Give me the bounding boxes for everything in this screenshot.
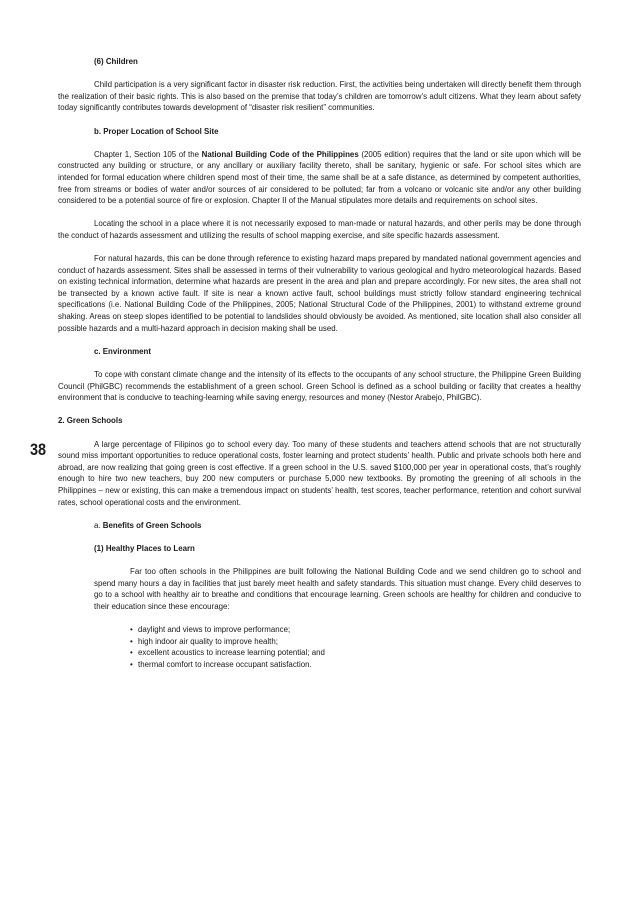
document-body [58, 56, 581, 670]
paragraph-children: Child participation is a very significant factor in disaster risk reduction. First, the activities being undertaken will directly benefit them through the realization of their basic rights. This is also based on the premise that today’s children are tomorrow’s adult citizens. What they learn about safety today significantly contributes towards development of “disaster risk resilient” communities. [58, 80, 581, 113]
list-item: • daylight and views to improve performance; [130, 624, 581, 636]
paragraph-green-schools: A large percentage of Filipinos go to school every day. Too many of these students and teachers attend schools that are not structurally sound miss important opportunities to reduce operational costs, foster learning and protect students’ health. Public and private schools both here and abroad, are now realizing that going green is cost effective. If a green school in the U.S. saved $100,000 per year in operational costs, that’s roughly enough to hire two new teachers, buy 200 new computers or purchase 5,000 new textbooks. By promoting the greening of all schools in the Philippines – new or existing, this can make a tremendous impact on students’ health, test scores, teacher performance, retention and cohort survival rates, school operational costs and the environment. [58, 439, 581, 507]
benefits-list [58, 624, 581, 670]
building-code-title: National Building Code of the Philippines [201, 149, 359, 159]
subsection-heading-healthy-places: (1) Healthy Places to Learn [94, 543, 195, 553]
paragraph-school-site-location: Locating the school in a place where it is not necessarily exposed to man-made or natural hazards, and other perils may be done through the conduct of hazards assessment and utilizing the results of school mapping exercise, and site specific hazards assessment. [58, 219, 581, 240]
subsection-body [58, 566, 581, 612]
list-item: • excellent acoustics to increase learning potential; and [130, 647, 581, 659]
heading-title: Benefits of Green Schools [102, 520, 202, 530]
paragraph-healthy-places: Far too often schools in the Philippines are built following the National Building Code and we send children go to school and spend many hours a day in facilities that just barely meet health and safety standards. This situation must change. Every child deserves to go to a school with healthy air to breathe and conditions that encourage learning. Green schools are healthy for children and conducive to their education since these encourage: [94, 567, 581, 611]
section-heading-benefits [58, 520, 581, 532]
section-heading-green-schools: 2. Green Schools [58, 416, 123, 426]
text-run: (2005 edition) requires that the land or site upon which will be constructed any building or structure, or any ancillary or auxiliary facility thereto, shall be sanitary, hygienic or safe. For school sites which are intended for formal education where children spend most of their time, the same shall be at a safe distance, as determined by competent authorities, free from streams or bodies of water and/or sources of air considered to be polluted; far from a volcano or volcanic site and/or any other building considered to be a potential source of fire or explosion. Chapter II of the Manual stipulates more details and requirements on school sites. [58, 149, 581, 206]
heading-prefix: a. [94, 520, 103, 530]
list-item: • thermal comfort to increase occupant satisfaction. [130, 659, 581, 671]
paragraph-environment: To cope with constant climate change and the intensity of its effects to the occupants of any school structure, the Philippine Green Building Council (PhilGBC) recommends the establishment of a green school. Green School is defined as a school building or facility that creates a healthy environment that is conducive to teaching-learning while saving energy, resources and money (Nestor Arabejo, PhilGBC). [58, 370, 581, 403]
section-heading-environment: c. Environment [94, 346, 151, 356]
paragraph-school-site-code [58, 149, 581, 207]
list-item: • high indoor air quality to improve health; [130, 636, 581, 648]
text-run: Chapter 1, Section 105 of the [94, 149, 202, 159]
page-number: 38 [30, 440, 47, 459]
paragraph-natural-hazards: For natural hazards, this can be done through reference to existing hazard maps prepared by mandated national government agencies and conduct of hazards assessment. Sites shall be assessed in terms of their vulnerability to various geological and hydro meteorological hazards. Based on existing technical information, determine what hazards are present in the area and plan and prepare accordingly. For new sites, the area shall not be transected by a known active fault. If site is near a known active fault, school buildings must strictly follow standard engineering technical specifications (i.e. National Building Code of the Philippines, 2005; National Structural Code of the Philippines, 2001) to withstand extreme ground shaking. Areas on steep slopes identified to be potential to landslides should obviously be avoided. As mentioned, site location shall also consider all possible hazards and a multi-hazard approach in decision making shall be used. [58, 254, 581, 333]
section-heading-children: (6) Children [94, 57, 138, 66]
section-heading-school-site: b. Proper Location of School Site [94, 126, 219, 136]
